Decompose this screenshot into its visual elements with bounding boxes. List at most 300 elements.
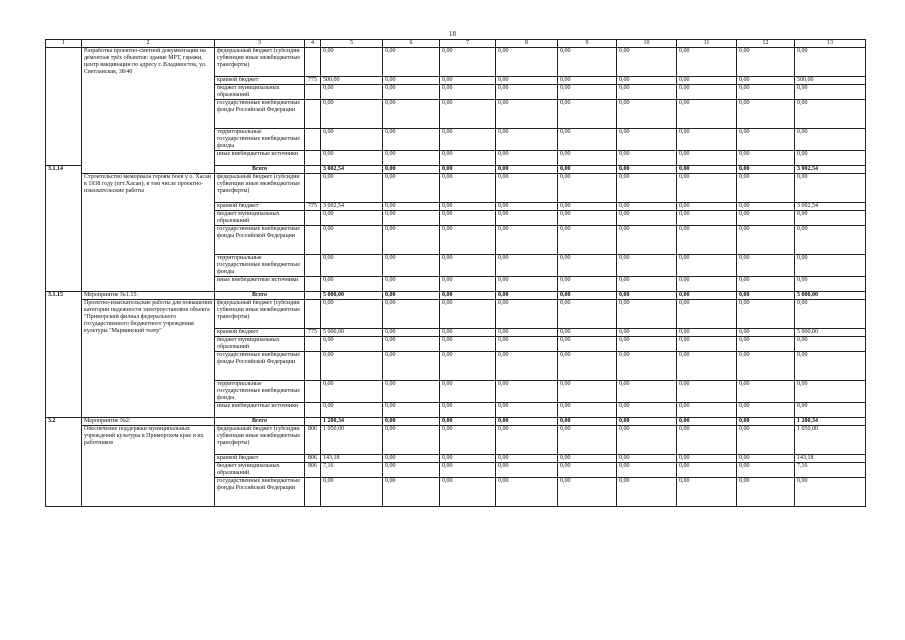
grbs-code-cell (305, 48, 321, 77)
amount-cell: 0,00 (677, 337, 737, 352)
amount-cell: 0,00 (383, 478, 440, 507)
amount-cell: 0,00 (558, 85, 617, 100)
amount-cell: 0,00 (617, 300, 677, 329)
amount-cell: 0,00 (558, 329, 617, 337)
amount-cell: 0,00 (795, 174, 866, 203)
funding-source-cell: иные внебюджетные источники (215, 277, 305, 292)
amount-cell: 0,00 (496, 151, 558, 166)
grbs-code-cell (305, 352, 321, 381)
amount-cell: 0,00 (617, 463, 677, 478)
amount-cell: 0,00 (383, 403, 440, 418)
amount-cell: 0,00 (496, 226, 558, 255)
amount-cell: 0,00 (617, 478, 677, 507)
table-row (46, 48, 866, 77)
amount-cell: 0,00 (795, 211, 866, 226)
amount-cell: 0,00 (795, 277, 866, 292)
amount-cell: 7,16 (321, 463, 383, 478)
amount-cell: 0,00 (440, 166, 496, 174)
amount-cell: 0,00 (677, 478, 737, 507)
amount-cell: 0,00 (677, 403, 737, 418)
amount-cell: 0,00 (737, 352, 795, 381)
amount-cell: 0,00 (496, 381, 558, 403)
grbs-code-cell (305, 85, 321, 100)
amount-cell: 0,00 (383, 203, 440, 211)
amount-cell: 0,00 (321, 255, 383, 277)
amount-cell: 0,00 (440, 129, 496, 151)
amount-cell: 0,00 (496, 174, 558, 203)
amount-cell: 0,00 (617, 352, 677, 381)
amount-cell: 0,00 (558, 337, 617, 352)
amount-cell: 0,00 (617, 174, 677, 203)
amount-cell: 0,00 (321, 352, 383, 381)
funding-source-cell: государственные внебюджетные фонды Российской Федерации (215, 226, 305, 255)
amount-cell: 0,00 (558, 418, 617, 426)
amount-cell: 0,00 (795, 100, 866, 129)
amount-cell: 0,00 (795, 129, 866, 151)
amount-cell: 0,00 (496, 292, 558, 300)
funding-source-cell: территориальные государственные внебюджетные фонды (215, 129, 305, 151)
amount-cell: 0,00 (440, 226, 496, 255)
amount-cell: 0,00 (496, 455, 558, 463)
amount-cell: 0,00 (737, 166, 795, 174)
amount-cell: 0,00 (795, 300, 866, 329)
amount-cell: 0,00 (383, 426, 440, 455)
amount-cell: 0,00 (558, 381, 617, 403)
funding-source-cell: Всего (215, 166, 305, 174)
amount-cell: 0,00 (617, 100, 677, 129)
amount-cell: 0,00 (737, 100, 795, 129)
amount-cell: 0,00 (383, 174, 440, 203)
column-number-row (46, 40, 866, 48)
amount-cell: 0,00 (677, 77, 737, 85)
amount-cell: 0,00 (440, 151, 496, 166)
amount-cell: 0,00 (558, 151, 617, 166)
amount-cell: 0,00 (677, 85, 737, 100)
amount-cell: 0,00 (677, 255, 737, 277)
grbs-code-cell: 775 (305, 329, 321, 337)
amount-cell: 0,00 (558, 277, 617, 292)
amount-cell: 0,00 (617, 48, 677, 77)
amount-cell: 3 002,54 (795, 166, 866, 174)
amount-cell: 0,00 (737, 381, 795, 403)
amount-cell: 0,00 (795, 48, 866, 77)
amount-cell: 0,00 (496, 166, 558, 174)
funding-source-cell: федеральный бюджет (субсидии субвенции иные межбюджетные трансферты) (215, 48, 305, 77)
amount-cell: 0,00 (496, 203, 558, 211)
amount-cell: 0,00 (496, 85, 558, 100)
budget-table (45, 39, 866, 507)
measure-title-cell: Мероприятие №1.15: (82, 292, 215, 300)
amount-cell: 0,00 (496, 211, 558, 226)
funding-source-cell: Всего (215, 292, 305, 300)
amount-cell: 0,00 (440, 292, 496, 300)
measure-title-cell: Мероприятие №2: (82, 418, 215, 426)
grbs-code-cell (305, 478, 321, 507)
grbs-code-cell (305, 166, 321, 174)
amount-cell: 0,00 (737, 463, 795, 478)
amount-cell: 0,00 (321, 226, 383, 255)
amount-cell: 0,00 (558, 129, 617, 151)
amount-cell: 0,00 (383, 129, 440, 151)
amount-cell: 0,00 (383, 48, 440, 77)
amount-cell: 0,00 (496, 277, 558, 292)
amount-cell: 0,00 (617, 277, 677, 292)
amount-cell: 0,00 (440, 463, 496, 478)
amount-cell: 0,00 (496, 352, 558, 381)
amount-cell: 0,00 (321, 211, 383, 226)
amount-cell: 0,00 (737, 403, 795, 418)
column-number: 4 (305, 40, 321, 48)
amount-cell: 0,00 (558, 352, 617, 381)
amount-cell: 0,00 (558, 292, 617, 300)
amount-cell: 0,00 (737, 129, 795, 151)
amount-cell: 0,00 (383, 381, 440, 403)
amount-cell: 0,00 (795, 478, 866, 507)
amount-cell: 0,00 (677, 151, 737, 166)
amount-cell: 0,00 (440, 203, 496, 211)
amount-cell: 0,00 (383, 211, 440, 226)
amount-cell: 0,00 (383, 226, 440, 255)
amount-cell: 0,00 (737, 418, 795, 426)
amount-cell: 0,00 (383, 77, 440, 85)
amount-cell: 0,00 (440, 48, 496, 77)
funding-source-cell: бюджет муниципальных образований (215, 337, 305, 352)
amount-cell: 0,00 (617, 403, 677, 418)
column-number: 3 (215, 40, 305, 48)
amount-cell: 0,00 (677, 211, 737, 226)
page-number: 18 (449, 30, 456, 38)
funding-source-cell: территориальные государственные внебюджетные фонды (215, 255, 305, 277)
amount-cell: 0,00 (737, 211, 795, 226)
amount-cell: 0,00 (677, 418, 737, 426)
amount-cell: 0,00 (383, 337, 440, 352)
amount-cell: 0,00 (383, 292, 440, 300)
measure-description-cell: Строительство мемориала героям боев у о. Хасан в 1938 году (пгт.Хасан), в том числе проектно-изыскательские работы (82, 174, 215, 292)
amount-cell: 0,00 (795, 151, 866, 166)
amount-cell: 143,18 (321, 455, 383, 463)
amount-cell: 0,00 (496, 300, 558, 329)
grbs-code-cell (305, 255, 321, 277)
amount-cell: 0,00 (558, 77, 617, 85)
funding-source-cell: федеральный бюджет (субсидии субвенции иные межбюджетные трансферты) (215, 300, 305, 329)
amount-cell: 0,00 (321, 151, 383, 166)
column-number: 1 (46, 40, 82, 48)
funding-source-cell: бюджет муниципальных образований (215, 211, 305, 226)
amount-cell: 0,00 (440, 352, 496, 381)
table-row (46, 300, 866, 329)
amount-cell: 0,00 (677, 277, 737, 292)
amount-cell: 0,00 (440, 300, 496, 329)
amount-cell: 0,00 (321, 85, 383, 100)
row-index-cell: 3.1.15 (46, 292, 82, 418)
amount-cell: 0,00 (795, 352, 866, 381)
amount-cell: 0,00 (440, 174, 496, 203)
table-row (46, 418, 866, 426)
amount-cell: 3 002,54 (795, 203, 866, 211)
grbs-code-cell (305, 151, 321, 166)
amount-cell: 0,00 (677, 129, 737, 151)
amount-cell: 0,00 (321, 277, 383, 292)
amount-cell: 0,00 (440, 337, 496, 352)
column-number: 6 (383, 40, 440, 48)
amount-cell: 0,00 (440, 418, 496, 426)
amount-cell: 0,00 (440, 85, 496, 100)
amount-cell: 0,00 (383, 255, 440, 277)
amount-cell: 1 200,34 (321, 418, 383, 426)
column-number: 5 (321, 40, 383, 48)
amount-cell: 0,00 (677, 174, 737, 203)
table-row (46, 292, 866, 300)
column-number: 12 (737, 40, 795, 48)
amount-cell: 0,00 (321, 100, 383, 129)
amount-cell: 0,00 (496, 426, 558, 455)
funding-source-cell: краевой бюджет (215, 203, 305, 211)
amount-cell: 0,00 (737, 226, 795, 255)
amount-cell: 0,00 (496, 329, 558, 337)
amount-cell: 0,00 (496, 478, 558, 507)
grbs-code-cell (305, 418, 321, 426)
amount-cell: 0,00 (558, 463, 617, 478)
amount-cell: 0,00 (617, 151, 677, 166)
amount-cell: 0,00 (617, 337, 677, 352)
grbs-code-cell: 806 (305, 426, 321, 455)
funding-source-cell: краевой бюджет (215, 455, 305, 463)
amount-cell: 0,00 (440, 77, 496, 85)
amount-cell: 0,00 (617, 455, 677, 463)
amount-cell: 0,00 (496, 403, 558, 418)
amount-cell: 0,00 (558, 166, 617, 174)
amount-cell: 7,16 (795, 463, 866, 478)
amount-cell: 5 000,00 (321, 292, 383, 300)
grbs-code-cell (305, 292, 321, 300)
table-row (46, 426, 866, 455)
amount-cell: 0,00 (617, 77, 677, 85)
amount-cell: 5 000,00 (795, 292, 866, 300)
amount-cell: 0,00 (383, 463, 440, 478)
table-body (46, 48, 866, 507)
funding-source-cell: иные внебюджетные источники (215, 151, 305, 166)
amount-cell: 0,00 (737, 329, 795, 337)
amount-cell: 0,00 (617, 329, 677, 337)
amount-cell: 0,00 (383, 329, 440, 337)
amount-cell: 0,00 (558, 403, 617, 418)
amount-cell: 0,00 (383, 300, 440, 329)
measure-description-cell: Проектно-изыскательские работы для повышения категории надежности электроустановок объекта "Приморский филиал федерального государственного бюджетного учреждения культуры "Мариинский театр" (82, 300, 215, 418)
amount-cell: 0,00 (440, 277, 496, 292)
amount-cell: 0,00 (496, 129, 558, 151)
funding-source-cell: бюджет муниципальных образований (215, 85, 305, 100)
amount-cell: 0,00 (496, 100, 558, 129)
amount-cell: 0,00 (617, 85, 677, 100)
amount-cell: 1 050,00 (795, 426, 866, 455)
amount-cell: 0,00 (496, 48, 558, 77)
amount-cell: 0,00 (677, 352, 737, 381)
amount-cell: 0,00 (321, 174, 383, 203)
grbs-code-cell (305, 226, 321, 255)
amount-cell: 0,00 (558, 100, 617, 129)
amount-cell: 0,00 (383, 151, 440, 166)
grbs-code-cell (305, 100, 321, 129)
funding-source-cell: государственные внебюджетные фонды Российской Федерации (215, 478, 305, 507)
amount-cell: 0,00 (617, 255, 677, 277)
amount-cell: 0,00 (321, 478, 383, 507)
amount-cell: 0,00 (737, 337, 795, 352)
amount-cell: 0,00 (558, 455, 617, 463)
amount-cell: 0,00 (440, 455, 496, 463)
amount-cell: 0,00 (558, 478, 617, 507)
amount-cell: 0,00 (558, 211, 617, 226)
measure-description-cell: Обеспечение поддержки муниципальных учреждений культуры в Приморском крае и их работников (82, 426, 215, 507)
grbs-code-cell: 775 (305, 203, 321, 211)
amount-cell: 0,00 (795, 255, 866, 277)
column-number: 13 (795, 40, 866, 48)
grbs-code-cell (305, 403, 321, 418)
grbs-code-cell: 806 (305, 463, 321, 478)
amount-cell: 0,00 (617, 426, 677, 455)
grbs-code-cell (305, 211, 321, 226)
amount-cell: 0,00 (383, 277, 440, 292)
amount-cell: 0,00 (558, 174, 617, 203)
column-number: 2 (82, 40, 215, 48)
amount-cell: 0,00 (321, 129, 383, 151)
amount-cell: 0,00 (321, 381, 383, 403)
amount-cell: 0,00 (383, 418, 440, 426)
column-number: 10 (617, 40, 677, 48)
amount-cell: 0,00 (617, 292, 677, 300)
amount-cell: 0,00 (383, 166, 440, 174)
amount-cell: 0,00 (321, 300, 383, 329)
row-index-cell (46, 48, 82, 166)
amount-cell: 5 000,00 (795, 329, 866, 337)
amount-cell: 0,00 (617, 211, 677, 226)
amount-cell: 0,00 (737, 85, 795, 100)
amount-cell: 0,00 (558, 48, 617, 77)
row-index-cell: 3.2 (46, 418, 82, 507)
amount-cell: 0,00 (795, 226, 866, 255)
amount-cell: 0,00 (795, 381, 866, 403)
grbs-code-cell (305, 174, 321, 203)
amount-cell: 0,00 (737, 455, 795, 463)
amount-cell: 0,00 (677, 292, 737, 300)
amount-cell: 0,00 (617, 203, 677, 211)
grbs-code-cell (305, 381, 321, 403)
funding-source-cell: федеральный бюджет (субсидии субвенции иные межбюджетные трансферты) (215, 174, 305, 203)
amount-cell: 0,00 (496, 418, 558, 426)
amount-cell: 0,00 (321, 403, 383, 418)
amount-cell: 0,00 (383, 455, 440, 463)
grbs-code-cell: 775 (305, 77, 321, 85)
grbs-code-cell (305, 277, 321, 292)
amount-cell: 0,00 (677, 48, 737, 77)
amount-cell: 0,00 (617, 129, 677, 151)
amount-cell: 0,00 (617, 226, 677, 255)
amount-cell: 0,00 (737, 426, 795, 455)
funding-source-cell: краевой бюджет (215, 77, 305, 85)
grbs-code-cell (305, 129, 321, 151)
amount-cell: 0,00 (737, 277, 795, 292)
table-row (46, 174, 866, 203)
amount-cell: 0,00 (321, 337, 383, 352)
column-number: 9 (558, 40, 617, 48)
amount-cell: 0,00 (558, 426, 617, 455)
amount-cell: 0,00 (440, 478, 496, 507)
row-index-cell: 3.1.14 (46, 166, 82, 292)
column-number: 8 (496, 40, 558, 48)
amount-cell: 0,00 (737, 203, 795, 211)
grbs-code-cell: 806 (305, 455, 321, 463)
amount-cell: 0,00 (677, 203, 737, 211)
funding-source-cell: государственные внебюджетные фонды Российской Федерации (215, 100, 305, 129)
amount-cell: 0,00 (496, 337, 558, 352)
funding-source-cell: бюджет муниципальных образований (215, 463, 305, 478)
amount-cell: 0,00 (795, 85, 866, 100)
amount-cell: 0,00 (558, 300, 617, 329)
amount-cell: 0,00 (383, 352, 440, 381)
amount-cell: 0,00 (737, 48, 795, 77)
amount-cell: 0,00 (677, 166, 737, 174)
amount-cell: 0,00 (795, 337, 866, 352)
amount-cell: 500,00 (795, 77, 866, 85)
amount-cell: 0,00 (737, 478, 795, 507)
amount-cell: 0,00 (558, 226, 617, 255)
amount-cell: 0,00 (383, 100, 440, 129)
amount-cell: 0,00 (440, 381, 496, 403)
funding-source-cell: государственные внебюджетные фонды Российской Федерации (215, 352, 305, 381)
amount-cell: 3 002,54 (321, 166, 383, 174)
amount-cell: 0,00 (677, 455, 737, 463)
amount-cell: 0,00 (677, 381, 737, 403)
amount-cell: 0,00 (496, 77, 558, 85)
amount-cell: 1 050,00 (321, 426, 383, 455)
amount-cell: 0,00 (383, 85, 440, 100)
funding-source-cell: территориальные государственные внебюджетные фонды (215, 381, 305, 403)
amount-cell: 0,00 (496, 255, 558, 277)
amount-cell: 0,00 (737, 292, 795, 300)
amount-cell: 0,00 (440, 403, 496, 418)
amount-cell: 0,00 (677, 463, 737, 478)
measure-description-cell: Разработка проектно-сметной документации на демонтаж трёх объектов: здание МРТ, гаражи, центр вакцинации по адресу г. Владивосток, ул. Светланская, 38/40 (82, 48, 215, 174)
amount-cell: 0,00 (677, 329, 737, 337)
amount-cell: 5 000,00 (321, 329, 383, 337)
amount-cell: 500,00 (321, 77, 383, 85)
amount-cell: 0,00 (440, 329, 496, 337)
funding-source-cell: федеральный бюджет (субсидии субвенции иные межбюджетные трансферты) (215, 426, 305, 455)
amount-cell: 0,00 (737, 151, 795, 166)
amount-cell: 0,00 (737, 300, 795, 329)
amount-cell: 0,00 (795, 403, 866, 418)
amount-cell: 0,00 (440, 100, 496, 129)
amount-cell: 0,00 (558, 203, 617, 211)
amount-cell: 1 200,34 (795, 418, 866, 426)
amount-cell: 0,00 (737, 77, 795, 85)
amount-cell: 0,00 (617, 418, 677, 426)
amount-cell: 0,00 (677, 426, 737, 455)
funding-source-cell: краевой бюджет (215, 329, 305, 337)
funding-source-cell: Всего (215, 418, 305, 426)
funding-source-cell: иные внебюджетные источники (215, 403, 305, 418)
amount-cell: 0,00 (737, 174, 795, 203)
amount-cell: 0,00 (558, 255, 617, 277)
column-number: 7 (440, 40, 496, 48)
amount-cell: 0,00 (617, 381, 677, 403)
grbs-code-cell (305, 300, 321, 329)
amount-cell: 0,00 (677, 300, 737, 329)
amount-cell: 0,00 (677, 100, 737, 129)
amount-cell: 0,00 (440, 255, 496, 277)
amount-cell: 3 002,54 (321, 203, 383, 211)
amount-cell: 0,00 (440, 211, 496, 226)
grbs-code-cell (305, 337, 321, 352)
